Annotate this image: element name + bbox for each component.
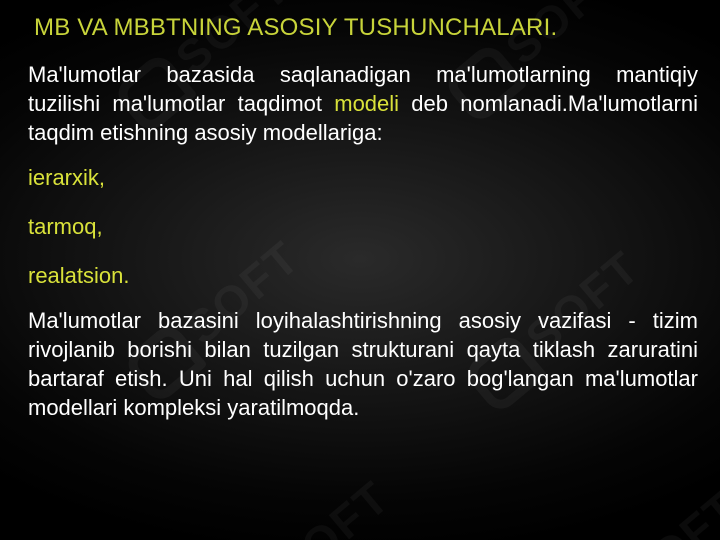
model-list (28, 163, 698, 290)
intro-text-after: deb nomlanadi.Ma'lumotlarni taqdim etishning asosiy modellariga: (28, 91, 699, 145)
slide-title: MB VA MBBTNING ASOSIY TUSHUNCHALARI. (34, 14, 558, 41)
highlight-term: modeli (334, 91, 400, 116)
intro-paragraph (28, 60, 698, 147)
slide-content (28, 60, 698, 422)
watermark (210, 470, 404, 540)
task-paragraph: Ma'lumotlar bazasini loyihalashtirishning asosiy vazifasi - tizim rivojlanib borishi bilan tuzilgan strukturani qayta tiklash zaruratini bartaraf etish. Uni hal qilish uchun o'zaro bog'langan ma'lumotlar modellari kompleksi yaratilmoqda. (28, 308, 698, 420)
intro-text-before: Ma'lumotlar bazasida saqlanadigan ma'lumotlarning mantiqiy tuzilishi ma'lumotlar taqdimot (28, 62, 698, 116)
list-item: tarmoq, (28, 214, 103, 239)
list-item: realatsion. (28, 263, 130, 288)
list-item: ierarxik, (28, 165, 106, 190)
watermark (560, 480, 720, 540)
